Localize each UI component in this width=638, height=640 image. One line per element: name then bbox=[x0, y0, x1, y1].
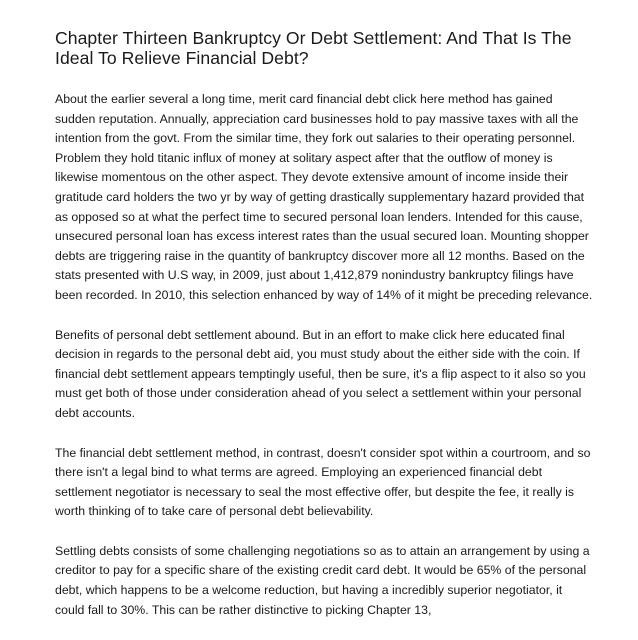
paragraph-2: Benefits of personal debt settlement abound. But in an effort to make click here educated final decision in regards to the personal debt aid, you must study about the either side with the coin. If financial debt settlement appears temptingly useful, then be sure, it's a flip aspect to it also so you must get both of those under consideration ahead of you select a settlement within your personal debt accounts. bbox=[55, 327, 586, 420]
document-page bbox=[55, 28, 593, 640]
paragraph-3: The financial debt settlement method, in contrast, doesn't consider spot within a courtroom, and so there isn't a legal bind to what terms are agreed. Employing an experienced financial debt settlement negotiator is necessary to seal the most effective offer, but despite the fee, it really is worth thinking of to take care of personal debt believability. bbox=[55, 445, 591, 519]
paragraph-4: Settling debts consists of some challenging negotiations so as to attain an arrangement by using a creditor to pay for a specific share of the existing credit card debt. It would be 65% of the personal debt, which happens to be a welcome reduction, but having a incredibly superior negotiator, it could fall to 30%. This can be rather distinctive to picking Chapter 13, bbox=[55, 543, 590, 617]
paragraph-1: About the earlier several a long time, merit card financial debt click here method has gained sudden reputation. Annually, appreciation card businesses hold to pay massive taxes with all the intention from the govt. From the similar time, they fork out salaries to their operating personnel. Problem they hold titanic influx of money at solitary aspect after that the outflow of money is likewise momentous on the other aspect. They devote extensive amount of income inside their gratitude card holders the two yr by way of getting drastically supplementary hazard provided that as opposed so at what the perfect time to secured personal loan lenders. Intended for this cause, unsecured personal loan has excess interest rates than the usual secured loan. Mounting shopper debts are triggering raise in the quantity of bankruptcy discover more all 12 months. Based on the stats presented with U.S way, in 2009, just about 1,412,879 nonindustry bankruptcy filings have been recorded. In 2010, this selection enhanced by way of 14% of it might be preceding relevance. bbox=[55, 92, 593, 302]
document-title: Chapter Thirteen Bankruptcy Or Debt Settlement: And That Is The Ideal To Relieve Financial Debt? bbox=[55, 28, 572, 68]
